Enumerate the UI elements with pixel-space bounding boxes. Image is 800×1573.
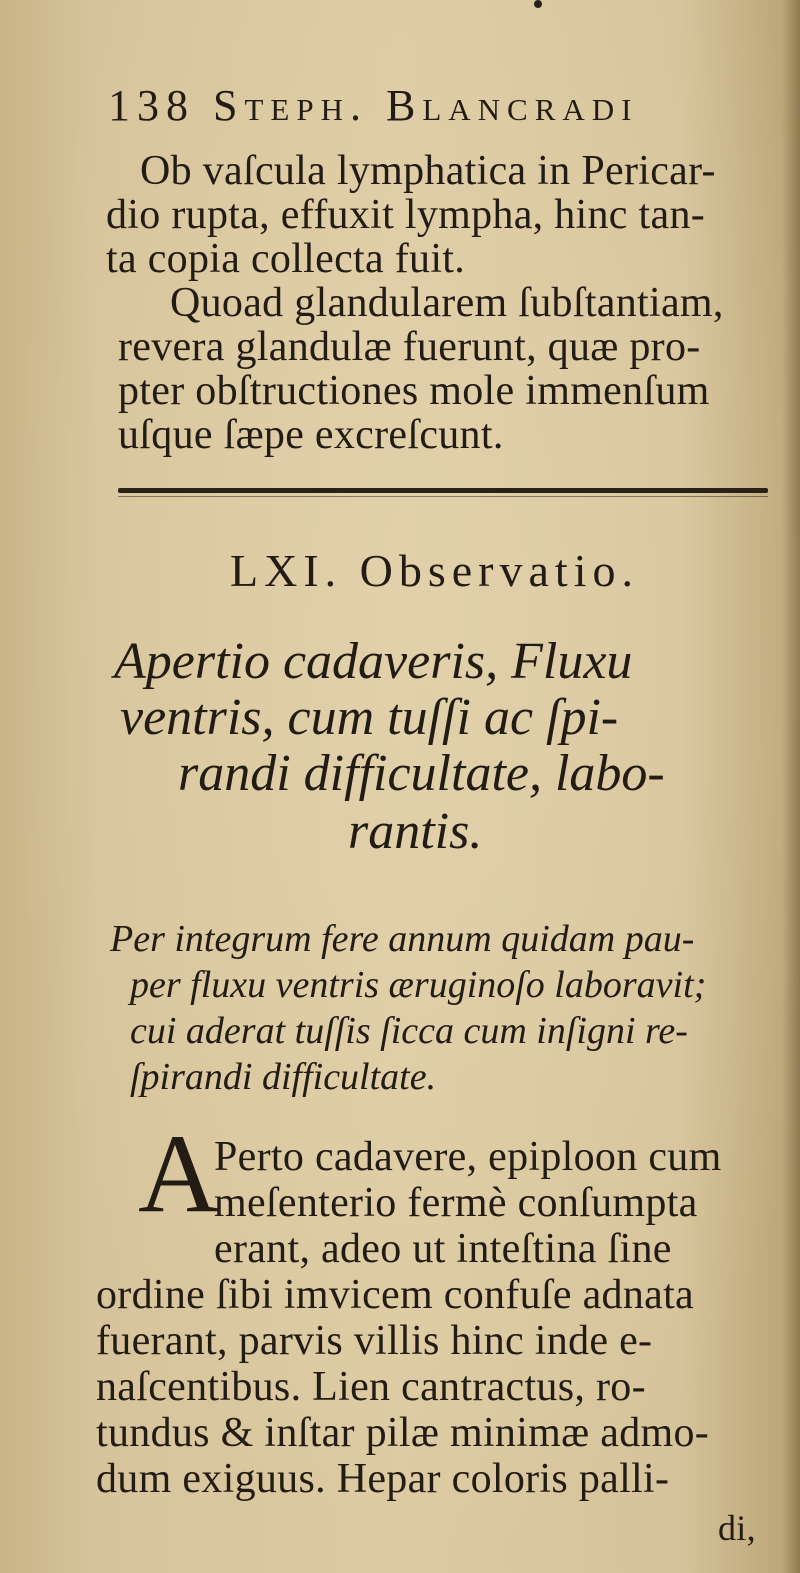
paragraph2-line-3: pter obſtructiones mole immenſum [118, 368, 710, 414]
paragraph1-line-1: Ob vaſcula lymphatica in Pericar- [140, 148, 716, 194]
body-line-3: erant, adeo ut inteſtina ſine [214, 1226, 672, 1272]
body-line-4: ordine ſibi imvicem confuſe adnata [96, 1272, 694, 1318]
running-head: 138 Steph. Blancradi [108, 81, 639, 130]
paragraph1-line-2: dio rupta, effuxit lympha, hinc tan- [106, 192, 706, 238]
body-line-8: dum exiguus. Hepar coloris palli- [96, 1456, 670, 1502]
section-rule [118, 488, 768, 493]
title-line-4: rantis. [348, 803, 483, 860]
paragraph2-line-4: uſque ſæpe excreſcunt. [118, 412, 504, 458]
title-line-3: randi difficultate, labo- [178, 745, 665, 802]
body-line-5: fuerant, parvis villis hinc inde e- [96, 1318, 653, 1364]
body-line-2: meſenterio fermè conſumpta [214, 1180, 698, 1226]
title-line-2: ventris, cum tuſſi ac ſpi- [120, 689, 619, 746]
summary-line-2: per fluxu ventris æruginoſo laboravit; [130, 964, 707, 1006]
ink-dot [534, 0, 542, 8]
paragraph2-line-1: Quoad glandularem ſubſtantiam, [170, 280, 724, 326]
body-line-6: naſcentibus. Lien cantractus, ro- [96, 1364, 646, 1410]
catchword: di, [718, 1508, 756, 1548]
page-edge-shadow [782, 0, 800, 1573]
title-line-1: Apertio cadaveris, Fluxu [114, 633, 633, 690]
body-line-7: tundus & inſtar pilæ minimæ admo- [96, 1410, 710, 1456]
drop-cap: A [138, 1112, 219, 1236]
summary-line-4: ſpirandi difficultate. [130, 1056, 437, 1098]
summary-line-1: Per integrum fere annum quidam pau- [110, 918, 695, 960]
body-line-1: Perto cadavere, epiploon cum [214, 1134, 722, 1180]
paragraph1-line-3: ta copia collecta fuit. [106, 236, 466, 282]
observation-heading: LXI. Observatio. [230, 545, 639, 596]
paragraph2-line-2: revera glandulæ fuerunt, quæ pro- [118, 324, 701, 370]
summary-line-3: cui aderat tuſſis ſicca cum inſigni re- [130, 1010, 688, 1052]
section-rule-thin [118, 496, 768, 497]
